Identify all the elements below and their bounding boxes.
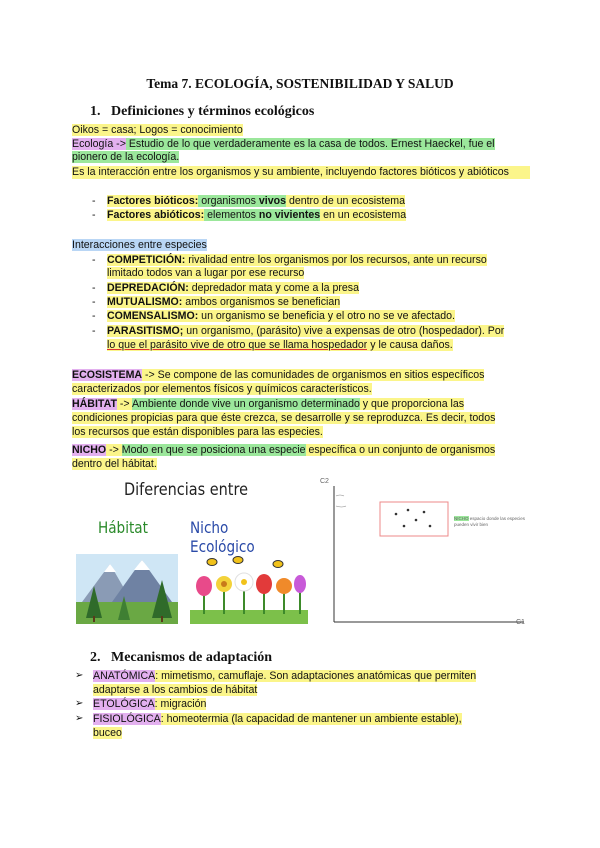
interaccion-mutualismo: [107, 296, 532, 309]
oikos-text: Oikos = casa; Logos = conocimiento: [72, 124, 243, 136]
ecosistema-label: ECOSISTEMA: [72, 369, 143, 381]
sketch-axes-icon: [318, 476, 532, 634]
ecosistema-line: [72, 369, 532, 382]
ecologia-label: Ecología ->: [72, 138, 126, 150]
parasitismo-text-2b: y le causa daños.: [367, 339, 453, 351]
bullet-dash: -: [92, 195, 96, 207]
interaccion-parasitismo-2: [107, 339, 532, 352]
bullet-dash: -: [92, 209, 96, 221]
adaptacion-anatomica: [93, 670, 533, 683]
interaccion-comensalismo: [107, 310, 532, 323]
interaccion-paragraph: Es la interacción entre los organismos y su ambiente, incluyendo factores bióticos y abióticos: [72, 166, 530, 179]
bullet-dash: -: [92, 254, 96, 266]
nicho-text-2: dentro del hábitat.: [72, 458, 157, 470]
ecologia-text: Estudio de lo que verdaderamente es la casa de todos. Ernest Haeckel, fue el: [125, 138, 495, 150]
diferencias-figure: [72, 474, 312, 630]
figure-illustration: [72, 552, 312, 630]
adaptacion-etologica: [93, 698, 533, 711]
bullet-dash: -: [92, 296, 96, 308]
interaccion-competicion-2: [107, 267, 532, 280]
sketch-note: [454, 516, 530, 527]
sketch-note-text: espacio donde las especies pueden vivir bien: [454, 516, 526, 527]
factor-abiotico-post: en un ecosistema: [320, 209, 407, 221]
bullet-dash: -: [92, 310, 96, 322]
nicho-highlight: Modo en que se posiciona una especie: [121, 444, 306, 456]
ecosistema-text-2: caracterizados por elementos físicos y químicos característicos.: [72, 383, 372, 395]
figure-title: Diferencias entre: [124, 480, 248, 500]
ecologia-text-2: pionero de la ecología.: [72, 151, 180, 163]
nicho-arrow: ->: [106, 444, 122, 456]
arrow-bullet-icon: ➢: [75, 713, 84, 724]
etologica-text: : migración: [154, 698, 207, 710]
nicho-flowers-icon: [190, 557, 308, 625]
parasitismo-text: un organismo, (parásito) vive a expensas de otro (hospedador). Por: [183, 325, 505, 337]
ecologia-line-2: [72, 151, 532, 164]
nicho-label: NICHO: [72, 444, 107, 456]
habitat-text-3: los recursos que están disponibles para las especies.: [72, 426, 323, 438]
fisiologica-label: FISIOLÓGICA: [93, 713, 161, 725]
habitat-line-2: [72, 412, 532, 425]
parasitismo-label: PARASITISMO;: [107, 325, 184, 337]
habitat-landscape-icon: [76, 554, 178, 624]
bullet-dash: -: [92, 282, 96, 294]
ecosistema-text: -> Se compone de las comunidades de organismos en sitios específicos: [142, 369, 485, 381]
section2-title: Mecanismos de adaptación: [111, 650, 272, 665]
habitat-label: HÁBITAT: [72, 398, 117, 410]
factor-biotico-pre: organismos: [198, 195, 259, 207]
habitat-rest: y que proporciona las: [359, 398, 465, 410]
mutualismo-label: MUTUALISMO:: [107, 296, 183, 308]
interacciones-heading: [72, 239, 532, 252]
interaccion-parasitismo: [107, 325, 532, 338]
competicion-text: rivalidad entre los organismos por los recursos, ante un recurso: [185, 254, 487, 266]
factor-abiotico-label: Factores abióticos:: [107, 209, 205, 221]
habitat-text-2: condiciones propicias para que éste crezca, se desarrolle y se reproduzca. Es decir, todos: [72, 412, 496, 424]
ecosistema-line-2: [72, 383, 532, 396]
sketch-y-label: C2: [320, 478, 329, 485]
habitat-arrow: ->: [116, 398, 132, 410]
factor-abiotico-bold: no vivientes: [258, 209, 321, 221]
fisiologica-text: : homeotermia (la capacidad de mantener un ambiente estable),: [160, 713, 462, 725]
anatomica-label: ANATÓMICA: [93, 670, 156, 682]
factor-biotico-bold: vivos: [258, 195, 286, 207]
arrow-bullet-icon: ➢: [75, 670, 84, 681]
nicho-sketch: [318, 476, 532, 634]
factor-biotico: [107, 195, 532, 208]
section1-title: Definiciones y términos ecológicos: [111, 104, 315, 119]
section2-heading: [90, 650, 272, 666]
factor-biotico-post: dentro de un ecosistema: [286, 195, 405, 207]
habitat-highlight: Ambiente donde vive un organismo determinado: [131, 398, 360, 410]
ecologia-line: [72, 138, 532, 151]
habitat-line-3: [72, 426, 532, 439]
adaptacion-anatomica-2: [93, 684, 533, 697]
fisiologica-text-2: buceo: [93, 727, 122, 739]
sketch-x-label: C1: [516, 619, 525, 626]
habitat-line: [72, 398, 532, 411]
bullet-dash: -: [92, 325, 96, 337]
comensalismo-label: COMENSALISMO:: [107, 310, 199, 322]
factor-abiotico: [107, 209, 532, 222]
sketch-note-highlight: NICHO: [454, 516, 469, 521]
mutualismo-text: ambos organismos se benefician: [182, 296, 341, 308]
nicho-line-2: [72, 458, 532, 471]
competicion-text-2: limitado todos van a lugar por ese recurso: [107, 267, 305, 279]
anatomica-text-2: adaptarse a los cambios de hábitat: [93, 684, 258, 696]
anatomica-text: : mimetismo, camuflaje. Son adaptaciones anatómicas que permiten: [155, 670, 477, 682]
section1-number: 1.: [90, 104, 101, 119]
section2-number: 2.: [90, 650, 101, 665]
oikos-line: [72, 124, 532, 137]
nicho-rest: específica o un conjunto de organismos: [305, 444, 496, 456]
etologica-label: ETOLÓGICA: [93, 698, 155, 710]
interaccion-competicion: [107, 254, 532, 267]
figure-nicho-label: Nicho Ecológico: [190, 518, 255, 556]
interacciones-heading-text: Interacciones entre especies: [72, 239, 207, 251]
competicion-label: COMPETICIÓN:: [107, 254, 186, 266]
page-title: Tema 7. ECOLOGÍA, SOSTENIBILIDAD Y SALUD: [146, 76, 454, 91]
factor-biotico-label: Factores bióticos:: [107, 195, 199, 207]
figure-habitat-label: Hábitat: [98, 518, 148, 537]
parasitismo-text-2a: lo que el parásito vive de otro que se llama hospedador: [107, 339, 368, 351]
depredacion-text: depredador mata y come a la presa: [188, 282, 359, 294]
depredacion-label: DEPREDACIÓN:: [107, 282, 189, 294]
section1-heading: [90, 104, 314, 120]
comensalismo-text: un organismo se beneficia y el otro no se ve afectado.: [198, 310, 455, 322]
interaccion-depredacion: [107, 282, 532, 295]
adaptacion-fisiologica-2: [93, 727, 533, 740]
factor-abiotico-pre: elementos: [204, 209, 259, 221]
adaptacion-fisiologica: [93, 713, 533, 726]
arrow-bullet-icon: ➢: [75, 698, 84, 709]
nicho-line: [72, 444, 532, 457]
